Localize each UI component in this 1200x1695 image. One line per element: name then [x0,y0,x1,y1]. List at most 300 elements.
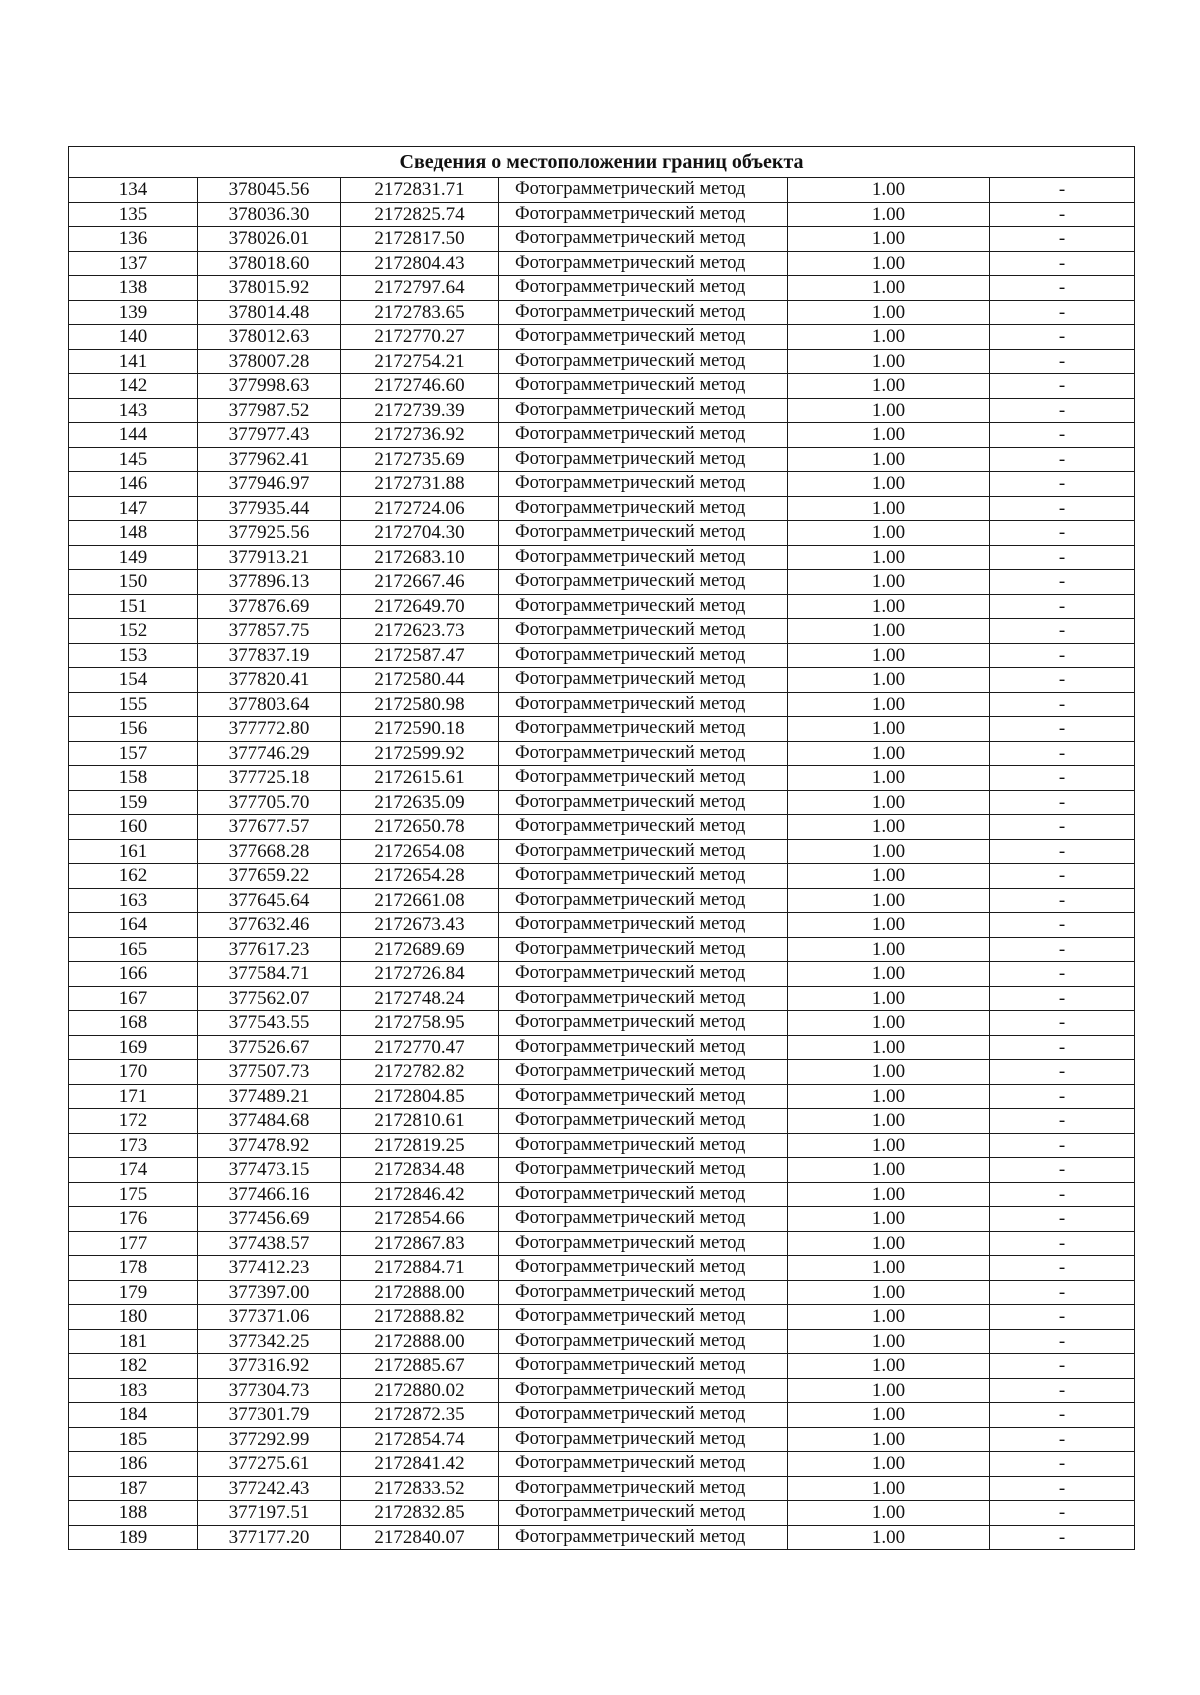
method-cell: Фотограмметрический метод [499,521,788,546]
note-cell: - [990,668,1135,693]
x-coordinate-cell: 377632.46 [198,913,341,938]
table-row [69,790,1135,815]
x-coordinate-cell: 377473.15 [198,1158,341,1183]
point-number-cell: 155 [69,692,198,717]
point-number-cell: 169 [69,1035,198,1060]
table-row [69,1329,1135,1354]
y-coordinate-cell: 2172888.00 [341,1280,499,1305]
table-row [69,1011,1135,1036]
table-row [69,398,1135,423]
x-coordinate-cell: 377197.51 [198,1501,341,1526]
y-coordinate-cell: 2172854.66 [341,1207,499,1232]
y-coordinate-cell: 2172831.71 [341,178,499,203]
y-coordinate-cell: 2172833.52 [341,1476,499,1501]
point-number-cell: 138 [69,276,198,301]
point-number-cell: 154 [69,668,198,693]
note-cell: - [990,1207,1135,1232]
point-number-cell: 164 [69,913,198,938]
note-cell: - [990,815,1135,840]
x-coordinate-cell: 377746.29 [198,741,341,766]
table-row [69,1354,1135,1379]
point-number-cell: 175 [69,1182,198,1207]
point-number-cell: 170 [69,1060,198,1085]
x-coordinate-cell: 377677.57 [198,815,341,840]
y-coordinate-cell: 2172704.30 [341,521,499,546]
table-row [69,423,1135,448]
y-coordinate-cell: 2172635.09 [341,790,499,815]
point-number-cell: 183 [69,1378,198,1403]
note-cell: - [990,1525,1135,1550]
x-coordinate-cell: 377935.44 [198,496,341,521]
note-cell: - [990,913,1135,938]
table-row [69,1501,1135,1526]
method-cell: Фотограмметрический метод [499,398,788,423]
note-cell: - [990,423,1135,448]
note-cell: - [990,643,1135,668]
accuracy-cell: 1.00 [788,937,990,962]
method-cell: Фотограмметрический метод [499,1060,788,1085]
accuracy-cell: 1.00 [788,790,990,815]
note-cell: - [990,1133,1135,1158]
accuracy-cell: 1.00 [788,986,990,1011]
method-cell: Фотограмметрический метод [499,1476,788,1501]
accuracy-cell: 1.00 [788,741,990,766]
accuracy-cell: 1.00 [788,447,990,472]
method-cell: Фотограмметрический метод [499,692,788,717]
y-coordinate-cell: 2172797.64 [341,276,499,301]
table-row [69,962,1135,987]
note-cell: - [990,496,1135,521]
accuracy-cell: 1.00 [788,766,990,791]
method-cell: Фотограмметрический метод [499,619,788,644]
accuracy-cell: 1.00 [788,962,990,987]
accuracy-cell: 1.00 [788,668,990,693]
method-cell: Фотограмметрический метод [499,594,788,619]
method-cell: Фотограмметрический метод [499,1280,788,1305]
x-coordinate-cell: 377478.92 [198,1133,341,1158]
x-coordinate-cell: 377316.92 [198,1354,341,1379]
x-coordinate-cell: 377668.28 [198,839,341,864]
method-cell: Фотограмметрический метод [499,962,788,987]
table-row [69,1182,1135,1207]
method-cell: Фотограмметрический метод [499,643,788,668]
method-cell: Фотограмметрический метод [499,1109,788,1134]
x-coordinate-cell: 377275.61 [198,1452,341,1477]
method-cell: Фотограмметрический метод [499,227,788,252]
method-cell: Фотограмметрический метод [499,1231,788,1256]
y-coordinate-cell: 2172880.02 [341,1378,499,1403]
x-coordinate-cell: 378026.01 [198,227,341,252]
point-number-cell: 148 [69,521,198,546]
y-coordinate-cell: 2172580.44 [341,668,499,693]
table-row [69,668,1135,693]
note-cell: - [990,349,1135,374]
note-cell: - [990,1231,1135,1256]
y-coordinate-cell: 2172832.85 [341,1501,499,1526]
accuracy-cell: 1.00 [788,815,990,840]
y-coordinate-cell: 2172817.50 [341,227,499,252]
method-cell: Фотограмметрический метод [499,472,788,497]
table-row [69,1158,1135,1183]
note-cell: - [990,178,1135,203]
accuracy-cell: 1.00 [788,1109,990,1134]
note-cell: - [990,1329,1135,1354]
x-coordinate-cell: 377837.19 [198,643,341,668]
table-row [69,1280,1135,1305]
method-cell: Фотограмметрический метод [499,276,788,301]
x-coordinate-cell: 377562.07 [198,986,341,1011]
x-coordinate-cell: 377484.68 [198,1109,341,1134]
note-cell: - [990,962,1135,987]
method-cell: Фотограмметрический метод [499,447,788,472]
point-number-cell: 168 [69,1011,198,1036]
note-cell: - [990,1060,1135,1085]
table-row [69,1035,1135,1060]
accuracy-cell: 1.00 [788,398,990,423]
table-row [69,202,1135,227]
accuracy-cell: 1.00 [788,1035,990,1060]
table-title: Сведения о местоположении границ объекта [69,147,1135,178]
x-coordinate-cell: 378014.48 [198,300,341,325]
point-number-cell: 163 [69,888,198,913]
table-body [69,178,1135,1550]
method-cell: Фотограмметрический метод [499,937,788,962]
y-coordinate-cell: 2172888.82 [341,1305,499,1330]
method-cell: Фотограмметрический метод [499,1525,788,1550]
accuracy-cell: 1.00 [788,1525,990,1550]
x-coordinate-cell: 377987.52 [198,398,341,423]
point-number-cell: 179 [69,1280,198,1305]
point-number-cell: 151 [69,594,198,619]
table-row [69,1403,1135,1428]
method-cell: Фотограмметрический метод [499,178,788,203]
method-cell: Фотограмметрический метод [499,864,788,889]
method-cell: Фотограмметрический метод [499,1501,788,1526]
y-coordinate-cell: 2172770.47 [341,1035,499,1060]
point-number-cell: 181 [69,1329,198,1354]
y-coordinate-cell: 2172888.00 [341,1329,499,1354]
method-cell: Фотограмметрический метод [499,202,788,227]
table-row [69,1207,1135,1232]
y-coordinate-cell: 2172782.82 [341,1060,499,1085]
y-coordinate-cell: 2172783.65 [341,300,499,325]
table-row [69,1060,1135,1085]
method-cell: Фотограмметрический метод [499,1158,788,1183]
note-cell: - [990,374,1135,399]
table-row [69,374,1135,399]
method-cell: Фотограмметрический метод [499,766,788,791]
table-row [69,594,1135,619]
y-coordinate-cell: 2172854.74 [341,1427,499,1452]
point-number-cell: 176 [69,1207,198,1232]
note-cell: - [990,1427,1135,1452]
table-row [69,447,1135,472]
point-number-cell: 162 [69,864,198,889]
accuracy-cell: 1.00 [788,227,990,252]
note-cell: - [990,545,1135,570]
method-cell: Фотограмметрический метод [499,1207,788,1232]
accuracy-cell: 1.00 [788,178,990,203]
method-cell: Фотограмметрический метод [499,374,788,399]
y-coordinate-cell: 2172650.78 [341,815,499,840]
note-cell: - [990,1280,1135,1305]
accuracy-cell: 1.00 [788,1354,990,1379]
point-number-cell: 135 [69,202,198,227]
y-coordinate-cell: 2172804.43 [341,251,499,276]
accuracy-cell: 1.00 [788,1280,990,1305]
x-coordinate-cell: 378045.56 [198,178,341,203]
table-row [69,325,1135,350]
y-coordinate-cell: 2172726.84 [341,962,499,987]
x-coordinate-cell: 377803.64 [198,692,341,717]
method-cell: Фотограмметрический метод [499,423,788,448]
x-coordinate-cell: 377857.75 [198,619,341,644]
x-coordinate-cell: 377977.43 [198,423,341,448]
point-number-cell: 150 [69,570,198,595]
method-cell: Фотограмметрический метод [499,349,788,374]
point-number-cell: 144 [69,423,198,448]
x-coordinate-cell: 377438.57 [198,1231,341,1256]
x-coordinate-cell: 377371.06 [198,1305,341,1330]
y-coordinate-cell: 2172683.10 [341,545,499,570]
point-number-cell: 134 [69,178,198,203]
x-coordinate-cell: 377526.67 [198,1035,341,1060]
y-coordinate-cell: 2172590.18 [341,717,499,742]
table-row [69,913,1135,938]
table-row [69,643,1135,668]
table-row [69,619,1135,644]
x-coordinate-cell: 377489.21 [198,1084,341,1109]
point-number-cell: 143 [69,398,198,423]
accuracy-cell: 1.00 [788,496,990,521]
accuracy-cell: 1.00 [788,619,990,644]
table-row [69,570,1135,595]
table-row [69,888,1135,913]
accuracy-cell: 1.00 [788,717,990,742]
table-row [69,1231,1135,1256]
x-coordinate-cell: 377584.71 [198,962,341,987]
accuracy-cell: 1.00 [788,594,990,619]
note-cell: - [990,251,1135,276]
x-coordinate-cell: 378018.60 [198,251,341,276]
y-coordinate-cell: 2172825.74 [341,202,499,227]
x-coordinate-cell: 377925.56 [198,521,341,546]
method-cell: Фотограмметрический метод [499,1035,788,1060]
note-cell: - [990,202,1135,227]
point-number-cell: 182 [69,1354,198,1379]
y-coordinate-cell: 2172739.39 [341,398,499,423]
method-cell: Фотограмметрический метод [499,570,788,595]
note-cell: - [990,1084,1135,1109]
accuracy-cell: 1.00 [788,349,990,374]
note-cell: - [990,839,1135,864]
method-cell: Фотограмметрический метод [499,815,788,840]
y-coordinate-cell: 2172580.98 [341,692,499,717]
point-number-cell: 146 [69,472,198,497]
y-coordinate-cell: 2172654.28 [341,864,499,889]
accuracy-cell: 1.00 [788,913,990,938]
table-row [69,1256,1135,1281]
note-cell: - [990,888,1135,913]
table-row [69,1133,1135,1158]
y-coordinate-cell: 2172667.46 [341,570,499,595]
point-number-cell: 156 [69,717,198,742]
y-coordinate-cell: 2172599.92 [341,741,499,766]
table-row [69,741,1135,766]
method-cell: Фотограмметрический метод [499,1427,788,1452]
x-coordinate-cell: 377507.73 [198,1060,341,1085]
x-coordinate-cell: 377725.18 [198,766,341,791]
y-coordinate-cell: 2172846.42 [341,1182,499,1207]
note-cell: - [990,398,1135,423]
note-cell: - [990,864,1135,889]
accuracy-cell: 1.00 [788,545,990,570]
x-coordinate-cell: 377946.97 [198,472,341,497]
accuracy-cell: 1.00 [788,202,990,227]
method-cell: Фотограмметрический метод [499,839,788,864]
table-row [69,937,1135,962]
point-number-cell: 166 [69,962,198,987]
accuracy-cell: 1.00 [788,1207,990,1232]
point-number-cell: 171 [69,1084,198,1109]
x-coordinate-cell: 377962.41 [198,447,341,472]
accuracy-cell: 1.00 [788,1158,990,1183]
accuracy-cell: 1.00 [788,1133,990,1158]
note-cell: - [990,447,1135,472]
method-cell: Фотограмметрический метод [499,1182,788,1207]
point-number-cell: 180 [69,1305,198,1330]
point-number-cell: 161 [69,839,198,864]
accuracy-cell: 1.00 [788,1378,990,1403]
x-coordinate-cell: 377242.43 [198,1476,341,1501]
y-coordinate-cell: 2172587.47 [341,643,499,668]
accuracy-cell: 1.00 [788,251,990,276]
y-coordinate-cell: 2172615.61 [341,766,499,791]
y-coordinate-cell: 2172649.70 [341,594,499,619]
accuracy-cell: 1.00 [788,570,990,595]
x-coordinate-cell: 377896.13 [198,570,341,595]
accuracy-cell: 1.00 [788,325,990,350]
table-row [69,815,1135,840]
point-number-cell: 178 [69,1256,198,1281]
note-cell: - [990,1378,1135,1403]
x-coordinate-cell: 377876.69 [198,594,341,619]
x-coordinate-cell: 378007.28 [198,349,341,374]
accuracy-cell: 1.00 [788,1060,990,1085]
y-coordinate-cell: 2172724.06 [341,496,499,521]
x-coordinate-cell: 378015.92 [198,276,341,301]
method-cell: Фотограмметрический метод [499,1011,788,1036]
y-coordinate-cell: 2172689.69 [341,937,499,962]
method-cell: Фотограмметрический метод [499,1378,788,1403]
table-row [69,521,1135,546]
method-cell: Фотограмметрический метод [499,300,788,325]
x-coordinate-cell: 377292.99 [198,1427,341,1452]
point-number-cell: 174 [69,1158,198,1183]
point-number-cell: 185 [69,1427,198,1452]
x-coordinate-cell: 377772.80 [198,717,341,742]
x-coordinate-cell: 377304.73 [198,1378,341,1403]
y-coordinate-cell: 2172834.48 [341,1158,499,1183]
point-number-cell: 142 [69,374,198,399]
note-cell: - [990,570,1135,595]
method-cell: Фотограмметрический метод [499,790,788,815]
point-number-cell: 140 [69,325,198,350]
y-coordinate-cell: 2172804.85 [341,1084,499,1109]
point-number-cell: 137 [69,251,198,276]
accuracy-cell: 1.00 [788,1231,990,1256]
point-number-cell: 141 [69,349,198,374]
x-coordinate-cell: 377543.55 [198,1011,341,1036]
table-row [69,692,1135,717]
method-cell: Фотограмметрический метод [499,1329,788,1354]
accuracy-cell: 1.00 [788,1452,990,1477]
y-coordinate-cell: 2172754.21 [341,349,499,374]
y-coordinate-cell: 2172623.73 [341,619,499,644]
point-number-cell: 159 [69,790,198,815]
accuracy-cell: 1.00 [788,692,990,717]
note-cell: - [990,594,1135,619]
method-cell: Фотограмметрический метод [499,325,788,350]
table-row [69,986,1135,1011]
method-cell: Фотограмметрический метод [499,251,788,276]
x-coordinate-cell: 377342.25 [198,1329,341,1354]
x-coordinate-cell: 377177.20 [198,1525,341,1550]
note-cell: - [990,472,1135,497]
table-row [69,1084,1135,1109]
point-number-cell: 188 [69,1501,198,1526]
note-cell: - [990,325,1135,350]
note-cell: - [990,1452,1135,1477]
point-number-cell: 136 [69,227,198,252]
point-number-cell: 153 [69,643,198,668]
table-row [69,1525,1135,1550]
accuracy-cell: 1.00 [788,1084,990,1109]
accuracy-cell: 1.00 [788,276,990,301]
note-cell: - [990,227,1135,252]
note-cell: - [990,1403,1135,1428]
point-number-cell: 149 [69,545,198,570]
table-row [69,1378,1135,1403]
y-coordinate-cell: 2172872.35 [341,1403,499,1428]
y-coordinate-cell: 2172746.60 [341,374,499,399]
note-cell: - [990,1011,1135,1036]
x-coordinate-cell: 377645.64 [198,888,341,913]
table-row [69,300,1135,325]
table-row [69,496,1135,521]
table-row [69,349,1135,374]
point-number-cell: 173 [69,1133,198,1158]
table-row [69,1427,1135,1452]
table-row [69,1109,1135,1134]
method-cell: Фотограмметрический метод [499,1452,788,1477]
note-cell: - [990,1035,1135,1060]
x-coordinate-cell: 377456.69 [198,1207,341,1232]
accuracy-cell: 1.00 [788,472,990,497]
note-cell: - [990,717,1135,742]
y-coordinate-cell: 2172736.92 [341,423,499,448]
note-cell: - [990,766,1135,791]
point-number-cell: 177 [69,1231,198,1256]
x-coordinate-cell: 377913.21 [198,545,341,570]
x-coordinate-cell: 377412.23 [198,1256,341,1281]
point-number-cell: 160 [69,815,198,840]
table-row [69,251,1135,276]
accuracy-cell: 1.00 [788,1427,990,1452]
accuracy-cell: 1.00 [788,1182,990,1207]
note-cell: - [990,1109,1135,1134]
note-cell: - [990,619,1135,644]
